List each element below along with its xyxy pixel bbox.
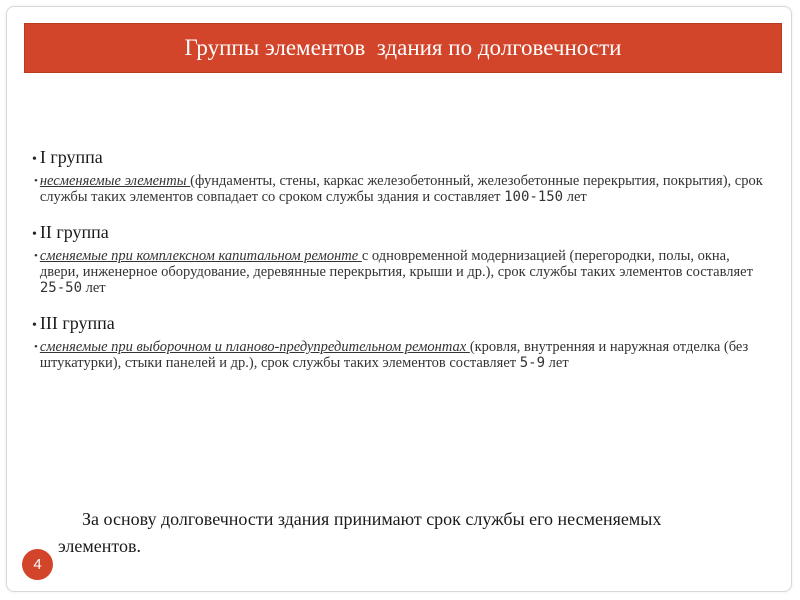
group-heading: III группа (39, 313, 115, 333)
description-body (40, 248, 772, 296)
bullet-icon: • (32, 318, 37, 333)
conclusion-text (58, 506, 698, 560)
page-number-badge (22, 549, 53, 580)
group-text: с одновременной модернизацией (перегородки, полы, окна, двери, инженерное оборудование, деревянные перекрытия, крыши и др.), срок службы таких элементов составляет (39, 248, 753, 280)
group-2 (32, 221, 772, 296)
bullet-icon: • (32, 227, 37, 242)
group-heading: II группа (39, 222, 109, 242)
slide-title: Группы элементов здания по долговечности (184, 35, 622, 60)
content-area (32, 146, 772, 387)
group-text: (фундаменты, стены, каркас железобетонный, железобетонные перекрытия, покрытия), срок службы таких элементов совпадает со сроком службы здания и составляет (39, 173, 763, 205)
bullet-icon: • (34, 341, 38, 353)
group-term: сменяемые при комплексном капитальном ремонте (39, 248, 362, 264)
group-text: (кровля, внутренняя и наружная отделка (без штукатурки), стыки панелей и др.), срок службы таких элементов составляет (39, 339, 749, 371)
group-heading-row (32, 312, 772, 337)
bullet-icon: • (32, 152, 37, 167)
period-unit: лет (82, 280, 106, 296)
period-unit: лет (563, 189, 587, 205)
group-term: сменяемые при выборочном и планово-предупредительном ремонтах (39, 339, 470, 355)
description-body (40, 339, 772, 371)
period-unit: лет (545, 355, 569, 371)
group-description (34, 248, 772, 296)
group-heading: I группа (39, 147, 103, 167)
bullet-icon: • (34, 175, 38, 187)
description-body (40, 173, 772, 205)
service-period: 100-150 (504, 189, 564, 205)
group-heading-row (32, 221, 772, 246)
group-heading-row (32, 146, 772, 171)
group-3 (32, 312, 772, 371)
group-1 (32, 146, 772, 205)
group-term: несменяемые элементы (39, 173, 191, 189)
service-period: 25-50 (39, 280, 83, 296)
title-bar (24, 23, 782, 73)
service-period: 5-9 (519, 355, 546, 371)
conclusion-body: За основу долговечности здания принимают срок службы его несменяемых элементов. (58, 509, 662, 556)
group-description (34, 173, 772, 205)
page-number: 4 (33, 556, 42, 573)
group-description (34, 339, 772, 371)
bullet-icon: • (34, 250, 38, 262)
